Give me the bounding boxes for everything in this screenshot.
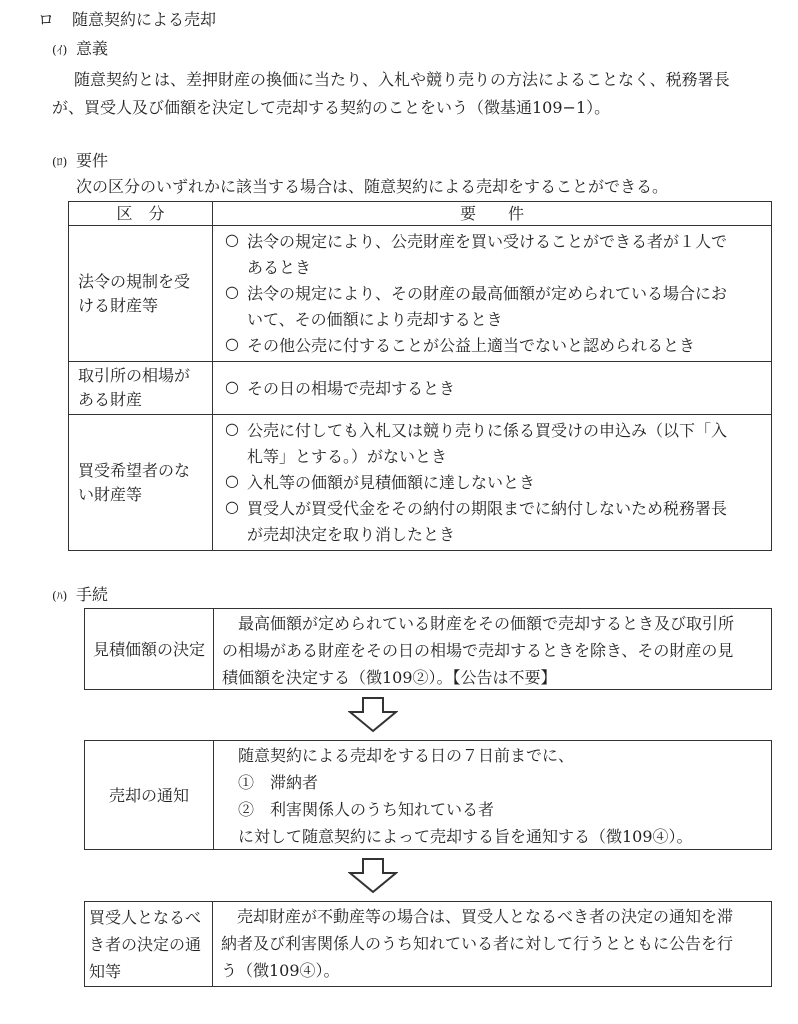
circle-bullet: ○: [225, 419, 239, 438]
header-category: 区 分: [69, 202, 213, 226]
step-body-line: 積価額を決定する（徴109②）。【公告は不要】: [222, 668, 557, 687]
requirements-intro: 次の区分のいずれかに該当する場合は、随意契約による売却をすることができる。: [76, 177, 669, 196]
table-header-row: [69, 202, 772, 226]
requirements-cell: [213, 362, 772, 415]
step-body-line: 売却財産が不動産等の場合は、買受人となるべき者の決定の通知を滞: [221, 907, 734, 926]
category-cell: [69, 415, 213, 551]
requirement-text: 法令の規定により、公売財産を買い受けることができる者が１人で: [247, 232, 728, 251]
requirement-item: [225, 496, 771, 548]
requirement-text: 公売に付しても入札又は競り売りに係る買受けの申込み（以下「入: [247, 421, 728, 440]
category-line: 法令の規制を受: [78, 271, 191, 291]
procedure-step: [84, 740, 772, 850]
procedure-marker: (ﾊ): [52, 589, 68, 603]
section-marker: ロ: [38, 10, 55, 29]
step-body-line: の相場がある財産をその日の相場で売却するときを除き、その財産の見: [222, 641, 734, 660]
category-line: い財産等: [78, 484, 143, 504]
category-line: ある財産: [78, 390, 143, 409]
step-body: [214, 741, 699, 849]
category-cell: [69, 362, 213, 415]
step-label-line: 知等: [89, 961, 122, 981]
requirement-item: [225, 333, 771, 359]
requirement-item: [225, 470, 771, 496]
meaning-line-2: が、買受人及び価額を決定して売却する契約のことをいう（徴基通109−1）。: [52, 98, 611, 117]
requirement-text: 買受人が買受代金をその納付の期限までに納付しないため税務署長: [247, 499, 728, 518]
step-body-line: う（徴109④）。: [221, 961, 340, 980]
step-label-line: 買受人となるべ: [89, 907, 202, 927]
requirement-text: 入札等の価額が見積価額に達しないとき: [247, 473, 536, 492]
requirements-heading: 要件: [76, 151, 109, 170]
requirements-table: [68, 201, 772, 551]
requirements-marker: (ﾛ): [52, 155, 68, 169]
step-label: [85, 902, 213, 986]
requirement-item: [225, 281, 771, 333]
category-line: 取引所の相場が: [78, 366, 191, 385]
requirement-text: いて、その価額により売却するとき: [247, 310, 503, 329]
procedure-step: [84, 608, 772, 690]
requirement-item: [225, 418, 771, 470]
step-label-line: 売却の通知: [108, 785, 189, 805]
category-line: 買受希望者のな: [78, 460, 191, 480]
requirement-item: [225, 229, 771, 281]
section-title: 随意契約による売却: [72, 10, 217, 29]
step-body-line: 随意契約による売却をする日の７日前までに、: [222, 746, 575, 765]
step-body-line: ② 利害関係人のうち知れている者: [222, 800, 495, 819]
down-arrow-icon: [348, 858, 398, 894]
table-row: [69, 362, 772, 415]
requirement-text: その日の相場で売却するとき: [247, 378, 456, 398]
circle-bullet: ○: [225, 376, 239, 396]
down-arrow-icon: [348, 697, 398, 733]
circle-bullet: ○: [225, 282, 239, 301]
requirement-text: が売却決定を取り消したとき: [247, 525, 456, 544]
step-body-line: 最高価額が定められている財産をその価額で売却するとき及び取引所: [222, 614, 735, 633]
meaning-paragraph: [52, 66, 730, 122]
table-row: [69, 226, 772, 362]
requirements-cell: [213, 415, 772, 551]
step-label: [85, 741, 214, 849]
step-body-line: ① 滞納者: [222, 773, 319, 792]
meaning-marker: (ｲ): [52, 43, 68, 57]
step-body: [214, 609, 740, 689]
circle-bullet: ○: [225, 230, 239, 249]
requirement-text: 札等」とする。）がないとき: [247, 447, 448, 466]
step-body-line: 納者及び利害関係人のうち知れている者に対して行うとともに公告を行: [221, 934, 734, 953]
step-label-line: き者の決定の通: [89, 934, 202, 954]
requirement-item: [225, 376, 771, 402]
procedure-heading: 手続: [76, 585, 109, 604]
step-body-line: に対して随意契約によって売却する旨を通知する（徴109④）。: [222, 827, 693, 846]
header-requirements: 要 件: [213, 202, 772, 226]
circle-bullet: ○: [225, 497, 239, 516]
circle-bullet: ○: [225, 471, 239, 490]
category-line: ける財産等: [78, 295, 159, 315]
requirement-text: 法令の規定により、その財産の最高価額が定められている場合にお: [247, 284, 728, 303]
meaning-line-1: 随意契約とは、差押財産の換価に当たり、入札や競り売りの方法によることなく、税務署長: [74, 70, 730, 89]
table-row: [69, 415, 772, 551]
requirements-cell: [213, 226, 772, 362]
procedure-step: [84, 901, 772, 987]
step-body: [213, 902, 739, 986]
requirement-text: あるとき: [247, 258, 312, 277]
circle-bullet: ○: [225, 334, 239, 353]
meaning-heading: 意義: [76, 39, 109, 58]
step-label: [85, 609, 214, 689]
step-label-line: 見積価額の決定: [92, 639, 205, 659]
requirement-text: その他公売に付することが公益上適当でないと認められるとき: [247, 336, 696, 355]
category-cell: [69, 226, 213, 362]
